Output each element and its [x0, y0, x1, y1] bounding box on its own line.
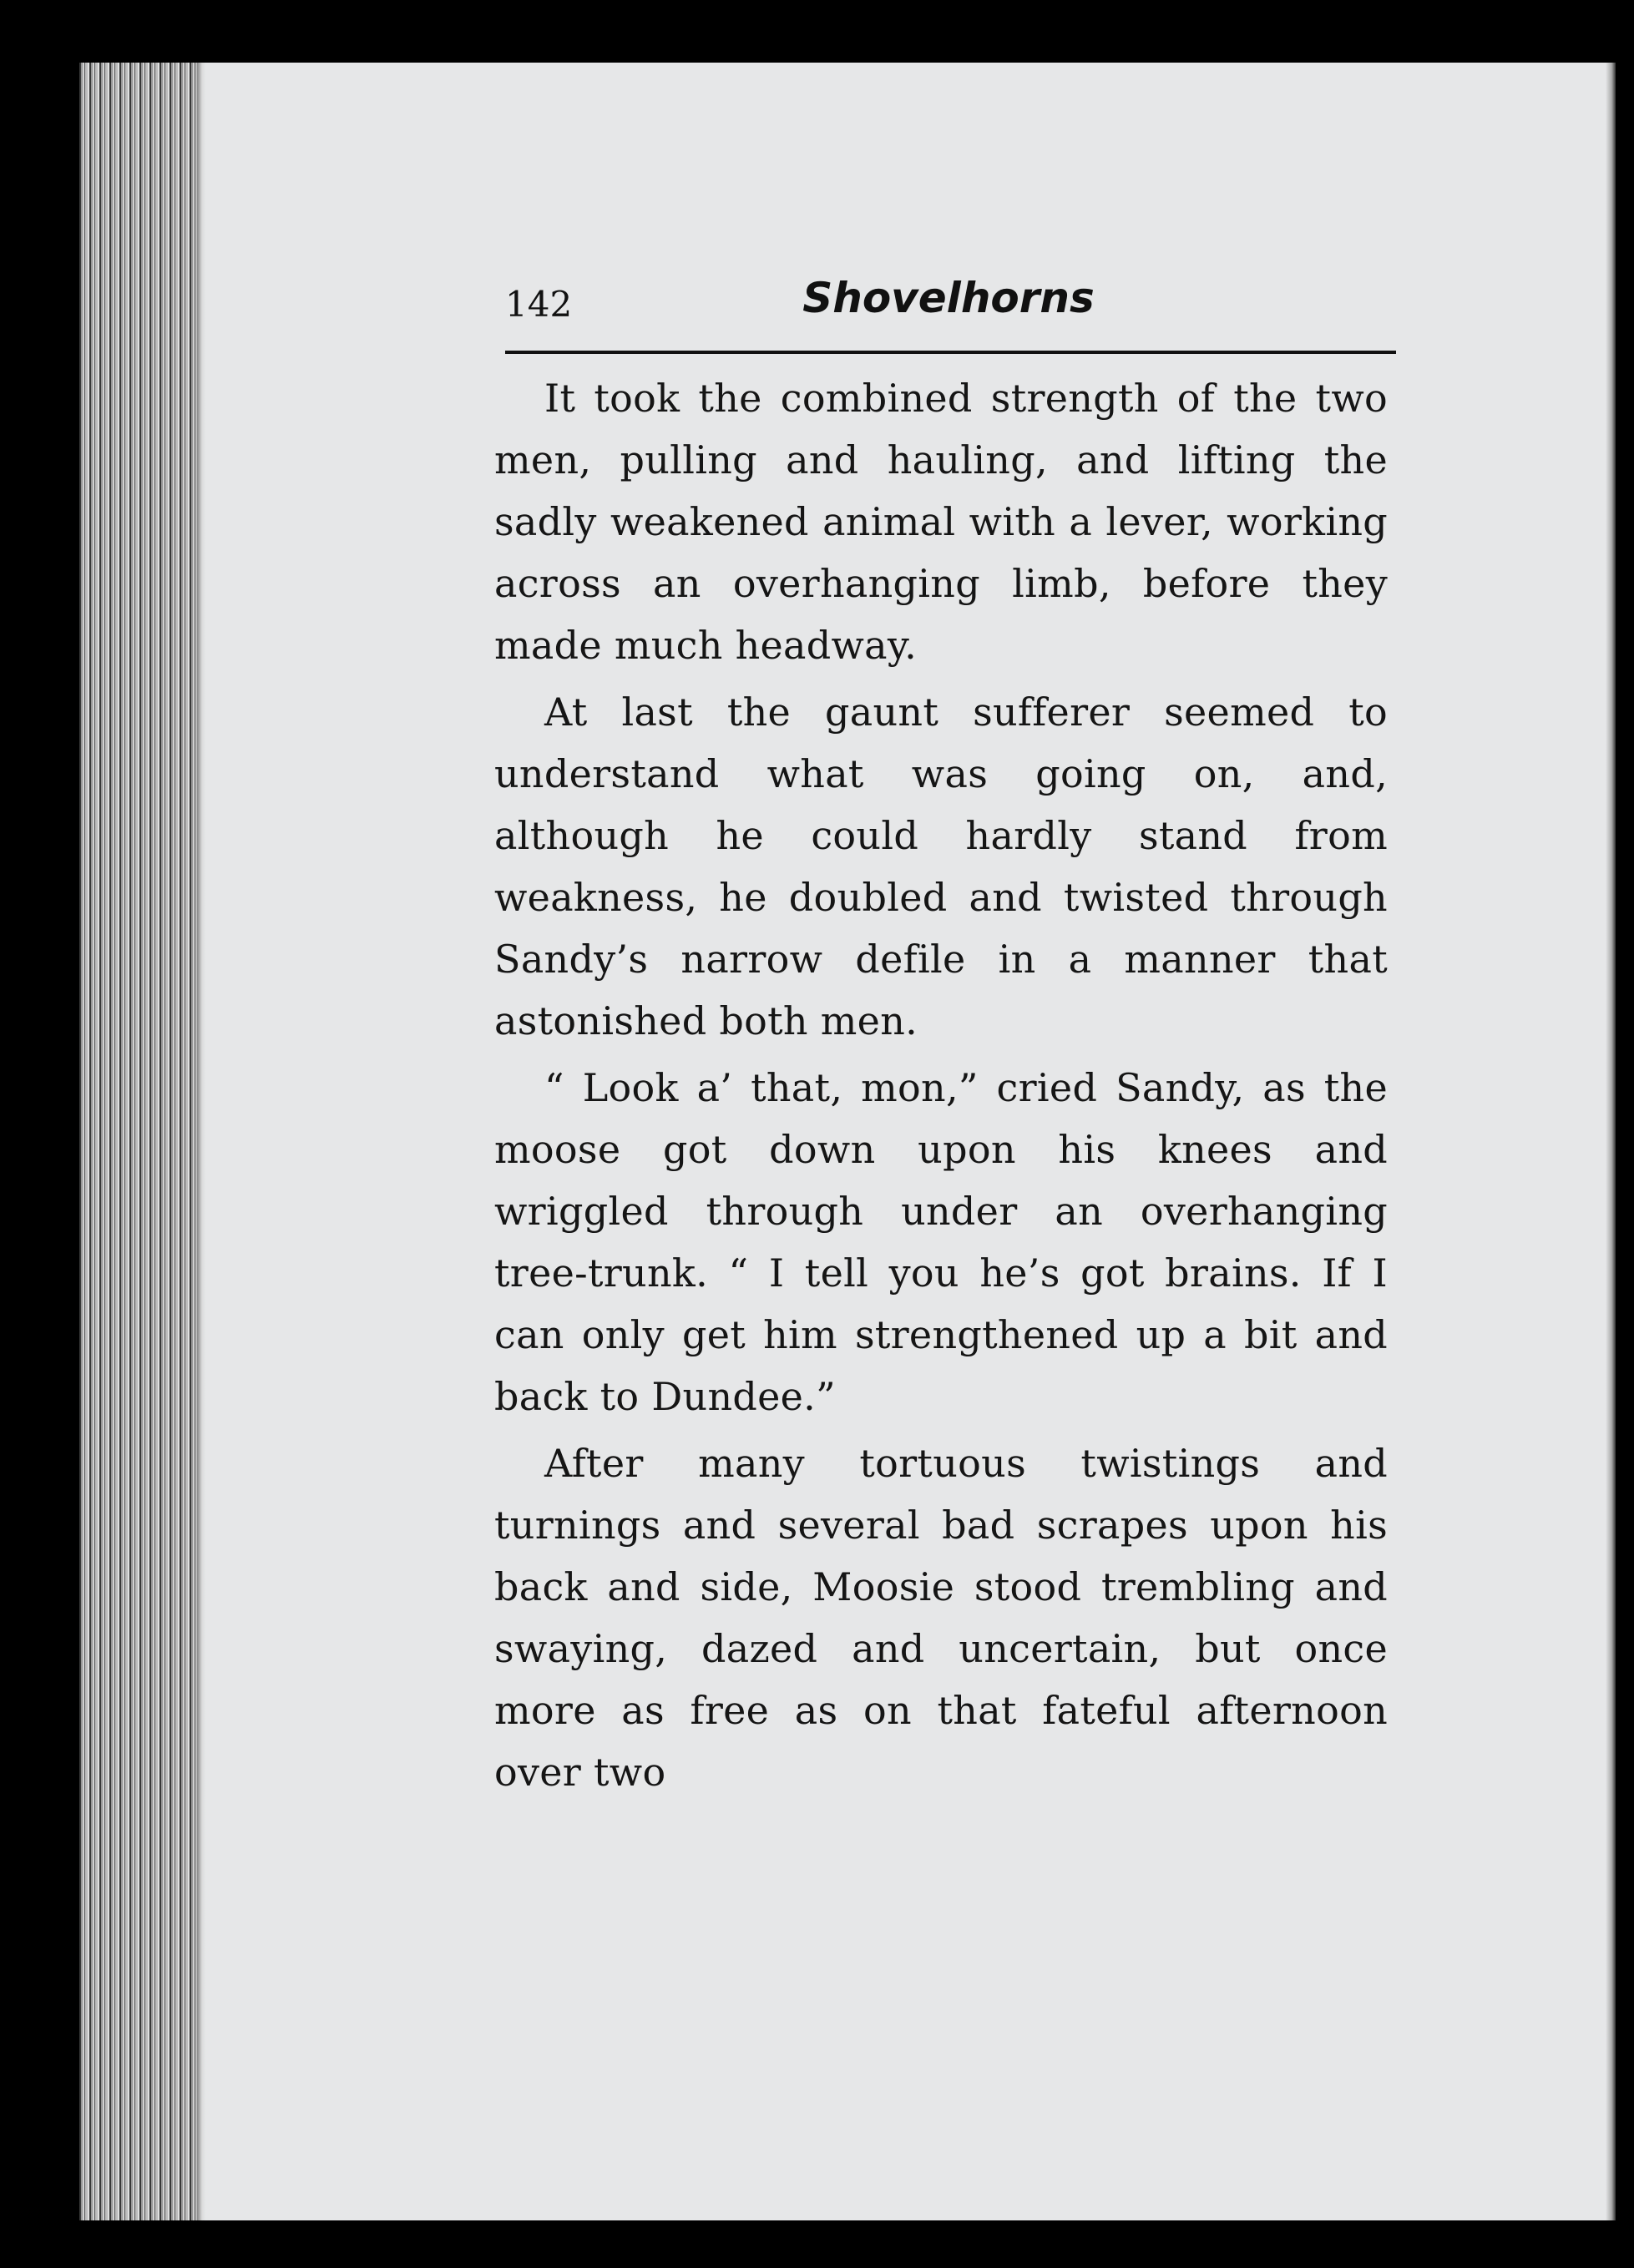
paragraph: After many tortuous twistings and turnings and several bad scrapes upon his back and side, Moosie stood trembling and swaying, dazed and uncertain, but once more as free as on that fateful afternoon over two — [494, 1441, 1388, 1795]
page-header — [426, 217, 1396, 325]
paragraph: It took the combined strength of the two men, pulling and hauling, and lifting the sadly weakened animal with a lever, working across an overhanging limb, before they made much headway. — [494, 376, 1388, 668]
page-edge-stack — [79, 63, 200, 2220]
page-right-edge — [1606, 63, 1616, 2220]
paragraph: “ Look a’ that, mon,” cried Sandy, as the moose got down upon his knees and wriggled through under an overhanging tree-trunk. “ I tell you he’s got brains. If I can only get him strengthened up a bit and back to Dundee.” — [494, 1065, 1388, 1419]
running-title: Shovelhorns — [802, 274, 1095, 322]
page-number: 142 — [505, 284, 573, 325]
paragraph: At last the gaunt sufferer seemed to understand what was going on, and, although he could hardly stand from weakness, he doubled and twisted through Sandy’s narrow defile in a manner that astonished both men. — [494, 689, 1388, 1043]
body-text — [494, 367, 1388, 1808]
header-rule — [505, 351, 1396, 354]
